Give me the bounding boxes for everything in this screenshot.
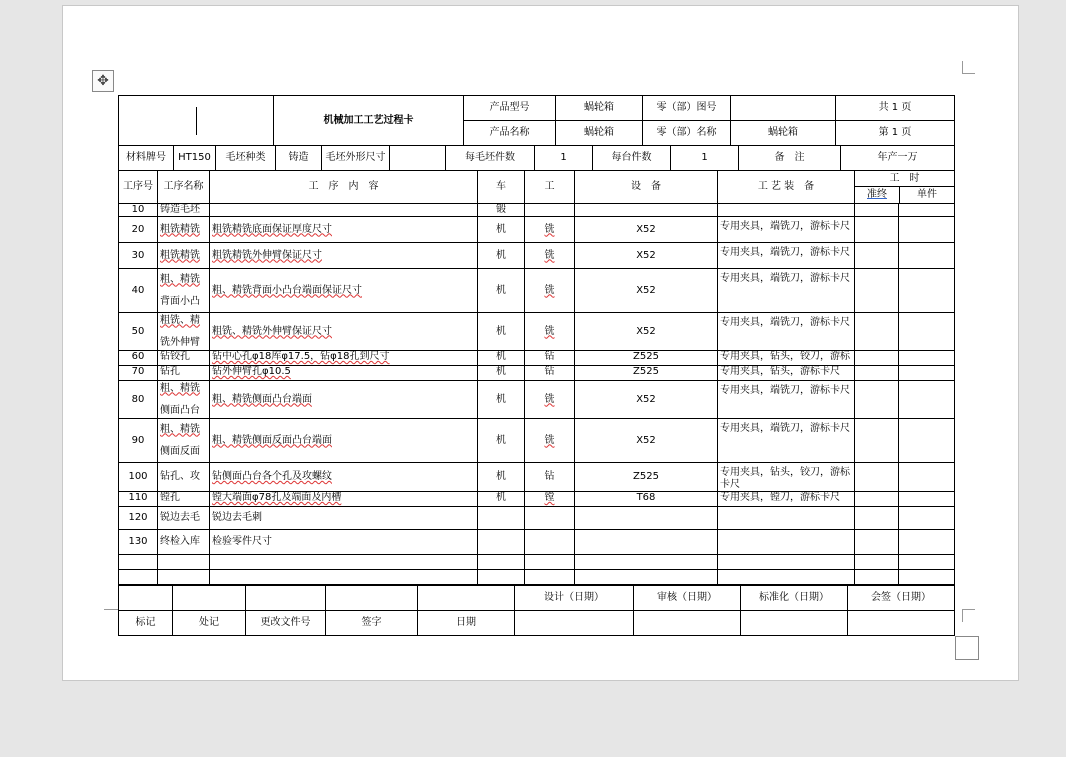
step-section[interactable]	[525, 243, 575, 269]
step-workshop-text: 机	[496, 351, 506, 362]
step-seq-text: 80	[131, 393, 145, 405]
table-row	[119, 530, 955, 555]
table-row	[119, 381, 955, 419]
step-name[interactable]	[158, 530, 210, 555]
step-content[interactable]	[210, 507, 478, 530]
step-unit-time[interactable]	[899, 269, 955, 313]
step-unit-time[interactable]	[899, 366, 955, 381]
product-model-label: 产品型号	[464, 96, 556, 121]
step-content-text: 粗、精铣侧面反面凸台端面	[212, 434, 332, 446]
step-content-text: 粗铣精铣底面保证厚度尺寸	[212, 223, 332, 235]
signature-label: 签字	[326, 611, 418, 636]
step-workshop[interactable]	[478, 243, 525, 269]
step-section[interactable]	[525, 419, 575, 463]
step-prep-time[interactable]	[855, 366, 899, 381]
step-prep-time[interactable]	[855, 204, 899, 217]
step-seq[interactable]	[119, 366, 158, 381]
step-seq-text: 110	[128, 492, 148, 503]
step-prep-time[interactable]	[855, 555, 899, 570]
step-fixture[interactable]	[718, 463, 855, 492]
step-workshop[interactable]	[478, 381, 525, 419]
table-move-handle-icon[interactable]: ✥	[92, 70, 114, 92]
step-unit-time[interactable]	[899, 381, 955, 419]
step-seq[interactable]	[119, 351, 158, 366]
step-content-text: 检验零件尺寸	[212, 536, 272, 547]
step-fixture[interactable]	[718, 419, 855, 463]
step-unit-time[interactable]	[899, 217, 955, 243]
step-workshop[interactable]	[478, 204, 525, 217]
part-drawing-label: 零（部）图号	[643, 96, 731, 121]
step-name[interactable]	[158, 269, 210, 313]
step-prep-time[interactable]	[855, 351, 899, 366]
step-name-text: 铸造毛坯	[160, 204, 200, 215]
step-equipment[interactable]	[575, 463, 718, 492]
step-equipment[interactable]	[575, 381, 718, 419]
part-name-label: 零（部）名称	[643, 121, 731, 146]
empty-cell[interactable]	[525, 570, 575, 585]
col-section: 工	[525, 171, 575, 204]
blank-type-label: 毛坯种类	[216, 146, 276, 171]
step-fixture[interactable]	[718, 492, 855, 507]
step-fixture-text: 专用夹具，端铣刀，游标卡尺	[720, 317, 850, 328]
step-name[interactable]	[158, 217, 210, 243]
step-unit-time[interactable]	[899, 243, 955, 269]
margin-corner-mark	[104, 609, 118, 622]
step-prep-time[interactable]	[855, 313, 899, 351]
change-doc-label: 更改文件号	[246, 611, 326, 636]
col-content: 工 序 内 容	[210, 171, 478, 204]
step-seq[interactable]	[119, 204, 158, 217]
col-prep: 准终	[855, 187, 900, 203]
step-workshop-text: 机	[496, 325, 506, 337]
table-row	[119, 243, 955, 269]
step-seq[interactable]	[119, 507, 158, 530]
step-workshop-text: 机	[496, 492, 506, 503]
step-content-text: 钻侧面凸台各个孔及攻螺纹	[212, 471, 332, 482]
step-section[interactable]	[525, 463, 575, 492]
step-unit-time[interactable]	[899, 463, 955, 492]
step-workshop[interactable]	[478, 269, 525, 313]
step-fixture[interactable]	[718, 366, 855, 381]
step-equipment[interactable]	[575, 204, 718, 217]
place-label: 处记	[173, 611, 246, 636]
step-name[interactable]	[158, 492, 210, 507]
step-fixture-text: 专用夹具，钻头，游标卡尺	[720, 366, 840, 377]
step-content[interactable]	[210, 492, 478, 507]
step-equipment-text: X52	[636, 223, 656, 235]
step-workshop[interactable]	[478, 492, 525, 507]
step-name-line2: 背面小凸	[160, 295, 200, 307]
step-unit-time[interactable]	[899, 570, 955, 585]
step-unit-time[interactable]	[899, 492, 955, 507]
step-name-text: 钻铰孔	[160, 351, 190, 362]
step-workshop-text: 机	[496, 249, 506, 261]
step-seq[interactable]	[119, 530, 158, 555]
step-fixture[interactable]	[718, 269, 855, 313]
step-equipment[interactable]	[575, 217, 718, 243]
step-content[interactable]	[210, 313, 478, 351]
product-model-value[interactable]: 蜗轮箱	[556, 96, 643, 121]
step-name[interactable]	[158, 243, 210, 269]
step-section-text: 铣	[544, 223, 555, 235]
step-prep-time[interactable]	[855, 507, 899, 530]
step-section-text: 钻	[544, 366, 555, 377]
step-equipment-text: X52	[636, 325, 656, 337]
step-equipment-text: X52	[636, 249, 656, 261]
step-name-text: 粗铣精铣	[160, 249, 200, 261]
step-section[interactable]	[525, 507, 575, 530]
step-content[interactable]	[210, 351, 478, 366]
step-equipment[interactable]	[575, 492, 718, 507]
step-content[interactable]	[210, 381, 478, 419]
step-content-text: 粗铣精铣外伸臂保证尺寸	[212, 249, 322, 261]
countersign-date[interactable]: 会签（日期）	[848, 586, 955, 611]
step-seq-text: 40	[131, 284, 145, 296]
table-row	[119, 313, 955, 351]
step-equipment[interactable]	[575, 419, 718, 463]
step-name-text: 钻孔、攻	[160, 471, 200, 482]
step-content[interactable]	[210, 204, 478, 217]
empty-cell[interactable]	[158, 570, 210, 585]
step-equipment-text: T68	[636, 492, 656, 503]
table-resize-handle-icon[interactable]	[955, 636, 979, 660]
step-seq-text: 130	[128, 536, 148, 547]
step-section-text: 铣	[544, 249, 555, 261]
step-prep-time[interactable]	[855, 570, 899, 585]
step-content[interactable]	[210, 269, 478, 313]
step-equipment-text: Z525	[633, 351, 659, 362]
step-name-line2: 侧面凸台	[160, 404, 200, 416]
empty-cell[interactable]	[158, 555, 210, 570]
step-workshop[interactable]	[478, 507, 525, 530]
step-seq[interactable]	[119, 217, 158, 243]
step-name[interactable]	[158, 204, 210, 217]
step-equipment[interactable]	[575, 366, 718, 381]
step-seq-text: 100	[128, 471, 148, 482]
step-workshop-text: 锻	[496, 204, 506, 215]
table-row	[119, 269, 955, 313]
step-fixture[interactable]	[718, 381, 855, 419]
logo-cell	[119, 96, 274, 146]
step-content[interactable]	[210, 530, 478, 555]
step-workshop-text: 机	[496, 434, 506, 446]
footer-table	[118, 585, 955, 636]
product-name-value[interactable]: 蜗轮箱	[556, 121, 643, 146]
empty-cell[interactable]	[718, 555, 855, 570]
table-row	[119, 570, 955, 585]
step-unit-time[interactable]	[899, 351, 955, 366]
step-seq[interactable]	[119, 419, 158, 463]
step-name-text: 粗铣精铣	[160, 223, 200, 235]
step-name[interactable]	[158, 507, 210, 530]
per-unit-value[interactable]: 1	[671, 146, 739, 171]
step-content[interactable]	[210, 243, 478, 269]
step-seq-text: 120	[128, 512, 148, 523]
step-name[interactable]	[158, 463, 210, 492]
step-content[interactable]	[210, 463, 478, 492]
step-fixture[interactable]	[718, 530, 855, 555]
per-blank-label: 每毛坯件数	[446, 146, 535, 171]
step-name[interactable]	[158, 419, 210, 463]
step-section-text: 铣	[544, 393, 555, 405]
step-seq-text: 90	[131, 434, 145, 446]
step-unit-time[interactable]	[899, 530, 955, 555]
table-row	[119, 204, 955, 217]
step-equipment-text: Z525	[633, 366, 659, 377]
step-fixture-text: 专用夹具，端铣刀，游标卡尺	[720, 423, 850, 434]
margin-corner-mark	[962, 609, 975, 622]
review-date[interactable]: 审核（日期）	[634, 586, 741, 611]
step-name[interactable]	[158, 351, 210, 366]
step-equipment[interactable]	[575, 530, 718, 555]
per-unit-label: 每台件数	[593, 146, 671, 171]
step-content-text: 镗大端面φ78孔及端面及内槽	[212, 492, 342, 503]
col-fixture: 工 艺 装 备	[718, 171, 855, 204]
step-name-line2: 侧面反面	[160, 445, 200, 457]
empty-cell[interactable]	[525, 555, 575, 570]
step-prep-time[interactable]	[855, 530, 899, 555]
step-seq-text: 50	[131, 325, 145, 337]
col-time	[855, 171, 955, 204]
empty-cell[interactable]	[210, 555, 478, 570]
step-section-text: 钻	[544, 471, 555, 482]
step-section[interactable]	[525, 217, 575, 243]
step-prep-time[interactable]	[855, 492, 899, 507]
table-row	[119, 492, 955, 507]
step-equipment-text: Z525	[633, 471, 659, 482]
step-fixture[interactable]	[718, 507, 855, 530]
step-name[interactable]	[158, 313, 210, 351]
step-fixture[interactable]	[718, 204, 855, 217]
step-fixture-line2: 卡尺	[720, 479, 740, 490]
part-name-value[interactable]: 蜗轮箱	[731, 121, 836, 146]
step-content-text: 钻外伸臂孔φ10.5	[212, 366, 291, 377]
step-workshop[interactable]	[478, 313, 525, 351]
design-date[interactable]: 设计（日期）	[515, 586, 634, 611]
col-name: 工序名称	[158, 171, 210, 204]
step-unit-time[interactable]	[899, 419, 955, 463]
step-workshop[interactable]	[478, 366, 525, 381]
step-section-text: 铣	[544, 434, 555, 446]
margin-corner-mark	[962, 61, 975, 74]
step-unit-time[interactable]	[899, 555, 955, 570]
date-label: 日期	[418, 611, 515, 636]
remark-label: 备 注	[739, 146, 841, 171]
step-seq[interactable]	[119, 492, 158, 507]
step-seq[interactable]	[119, 381, 158, 419]
step-workshop[interactable]	[478, 351, 525, 366]
step-fixture-text: 专用夹具，钻头，铰刀，游标	[720, 351, 850, 362]
card-title: 机械加工工艺过程卡	[274, 96, 464, 146]
step-fixture[interactable]	[718, 217, 855, 243]
step-name-text: 粗、精铣	[160, 423, 200, 435]
step-workshop-text: 机	[496, 284, 506, 296]
step-equipment[interactable]	[575, 243, 718, 269]
remark-value[interactable]: 年产一万	[841, 146, 955, 171]
step-section[interactable]	[525, 492, 575, 507]
table-row	[119, 507, 955, 530]
info-table	[118, 145, 955, 171]
process-table	[118, 170, 955, 585]
step-fixture-text: 专用夹具，钻头，铰刀，游标	[720, 467, 850, 478]
step-workshop[interactable]	[478, 419, 525, 463]
col-equipment: 设 备	[575, 171, 718, 204]
per-blank-value[interactable]: 1	[535, 146, 593, 171]
step-content-text: 粗、精铣背面小凸台端面保证尺寸	[212, 284, 362, 296]
step-name[interactable]	[158, 381, 210, 419]
step-seq-text: 30	[131, 249, 145, 261]
step-workshop[interactable]	[478, 463, 525, 492]
table-row	[119, 217, 955, 243]
empty-cell[interactable]	[119, 570, 158, 585]
material-label: 材料牌号	[119, 146, 174, 171]
step-workshop-text: 机	[496, 471, 506, 482]
step-content-text: 粗铣、精铣外伸臂保证尺寸	[212, 325, 332, 337]
blank-size-label: 毛坯外形尺寸	[322, 146, 390, 171]
step-content[interactable]	[210, 217, 478, 243]
step-seq-text: 10	[131, 204, 145, 215]
step-equipment[interactable]	[575, 351, 718, 366]
col-seq: 工序号	[119, 171, 158, 204]
col-unit: 单件	[917, 189, 937, 200]
step-section[interactable]	[525, 204, 575, 217]
col-workshop: 车	[478, 171, 525, 204]
blank-size-value[interactable]	[390, 146, 446, 171]
step-fixture-text: 专用夹具，端铣刀，游标卡尺	[720, 385, 850, 396]
total-pages: 共 1 页	[836, 96, 955, 121]
step-seq[interactable]	[119, 243, 158, 269]
step-name-text: 粗、精铣	[160, 382, 200, 394]
step-prep-time[interactable]	[855, 217, 899, 243]
step-equipment[interactable]	[575, 313, 718, 351]
step-seq[interactable]	[119, 313, 158, 351]
step-fixture-text: 专用夹具，镗刀，游标卡尺	[720, 492, 840, 503]
step-content-text: 钻中心孔φ18库φ17.5，钻φ18孔到尺寸	[212, 351, 390, 362]
step-prep-time[interactable]	[855, 381, 899, 419]
step-unit-time[interactable]	[899, 204, 955, 217]
page-number: 第 1 页	[836, 121, 955, 146]
step-content-text: 粗、精铣侧面凸台端面	[212, 393, 312, 405]
table-row	[119, 351, 955, 366]
step-name-line2: 铣外伸臂	[160, 336, 200, 348]
step-name-text: 终检入库	[160, 536, 200, 547]
step-equipment-text: X52	[636, 393, 656, 405]
step-content[interactable]	[210, 419, 478, 463]
step-equipment[interactable]	[575, 507, 718, 530]
step-name-text: 锐边去毛	[160, 512, 200, 523]
step-fixture[interactable]	[718, 313, 855, 351]
step-seq-text: 70	[131, 366, 145, 377]
table-row	[119, 463, 955, 492]
table-row	[119, 555, 955, 570]
material-value[interactable]: HT150	[174, 146, 216, 171]
step-prep-time[interactable]	[855, 463, 899, 492]
step-section-text: 铣	[544, 284, 555, 296]
step-fixture-text: 专用夹具，端铣刀，游标卡尺	[720, 247, 850, 258]
step-section[interactable]	[525, 313, 575, 351]
step-fixture-text: 专用夹具，端铣刀，游标卡尺	[720, 273, 850, 284]
step-content[interactable]	[210, 366, 478, 381]
step-prep-time[interactable]	[855, 269, 899, 313]
column-header-row	[119, 171, 955, 204]
step-equipment-text: X52	[636, 284, 656, 296]
blank-type-value[interactable]: 铸造	[276, 146, 322, 171]
col-time-label: 工 时	[855, 171, 954, 187]
step-seq-text: 20	[131, 223, 145, 235]
step-section[interactable]	[525, 381, 575, 419]
step-seq[interactable]	[119, 463, 158, 492]
mark-label: 标记	[119, 611, 173, 636]
step-workshop-text: 机	[496, 393, 506, 405]
step-unit-time[interactable]	[899, 313, 955, 351]
empty-cell[interactable]	[119, 555, 158, 570]
step-workshop[interactable]	[478, 217, 525, 243]
step-seq-text: 60	[131, 351, 145, 362]
product-name-label: 产品名称	[464, 121, 556, 146]
step-section[interactable]	[525, 530, 575, 555]
step-workshop-text: 机	[496, 366, 506, 377]
part-drawing-value[interactable]	[731, 96, 836, 121]
empty-cell[interactable]	[718, 570, 855, 585]
step-name-text: 粗铣、精	[160, 314, 200, 326]
empty-cell[interactable]	[575, 570, 718, 585]
step-section-text: 镗	[544, 492, 555, 503]
step-section-text: 铣	[544, 325, 555, 337]
step-name-text: 镗孔	[160, 492, 180, 503]
step-section[interactable]	[525, 351, 575, 366]
step-fixture[interactable]	[718, 243, 855, 269]
empty-cell[interactable]	[575, 555, 718, 570]
step-unit-time[interactable]	[899, 507, 955, 530]
step-workshop-text: 机	[496, 223, 506, 235]
step-name[interactable]	[158, 366, 210, 381]
step-section-text: 钻	[544, 351, 555, 362]
step-fixture[interactable]	[718, 351, 855, 366]
table-row	[119, 366, 955, 381]
step-equipment-text: X52	[636, 434, 656, 446]
empty-cell[interactable]	[478, 570, 525, 585]
step-section[interactable]	[525, 269, 575, 313]
step-workshop[interactable]	[478, 530, 525, 555]
step-seq[interactable]	[119, 269, 158, 313]
empty-cell[interactable]	[478, 555, 525, 570]
standard-date[interactable]: 标准化（日期）	[741, 586, 848, 611]
step-name-text: 粗、精铣	[160, 273, 200, 285]
step-name-text: 钻孔	[160, 366, 180, 377]
step-section[interactable]	[525, 366, 575, 381]
step-fixture-text: 专用夹具，端铣刀，游标卡尺	[720, 221, 850, 232]
step-equipment[interactable]	[575, 269, 718, 313]
step-prep-time[interactable]	[855, 243, 899, 269]
step-content-text: 锐边去毛刺	[212, 512, 262, 523]
header-table	[118, 95, 955, 146]
step-prep-time[interactable]	[855, 419, 899, 463]
table-row	[119, 419, 955, 463]
empty-cell[interactable]	[210, 570, 478, 585]
